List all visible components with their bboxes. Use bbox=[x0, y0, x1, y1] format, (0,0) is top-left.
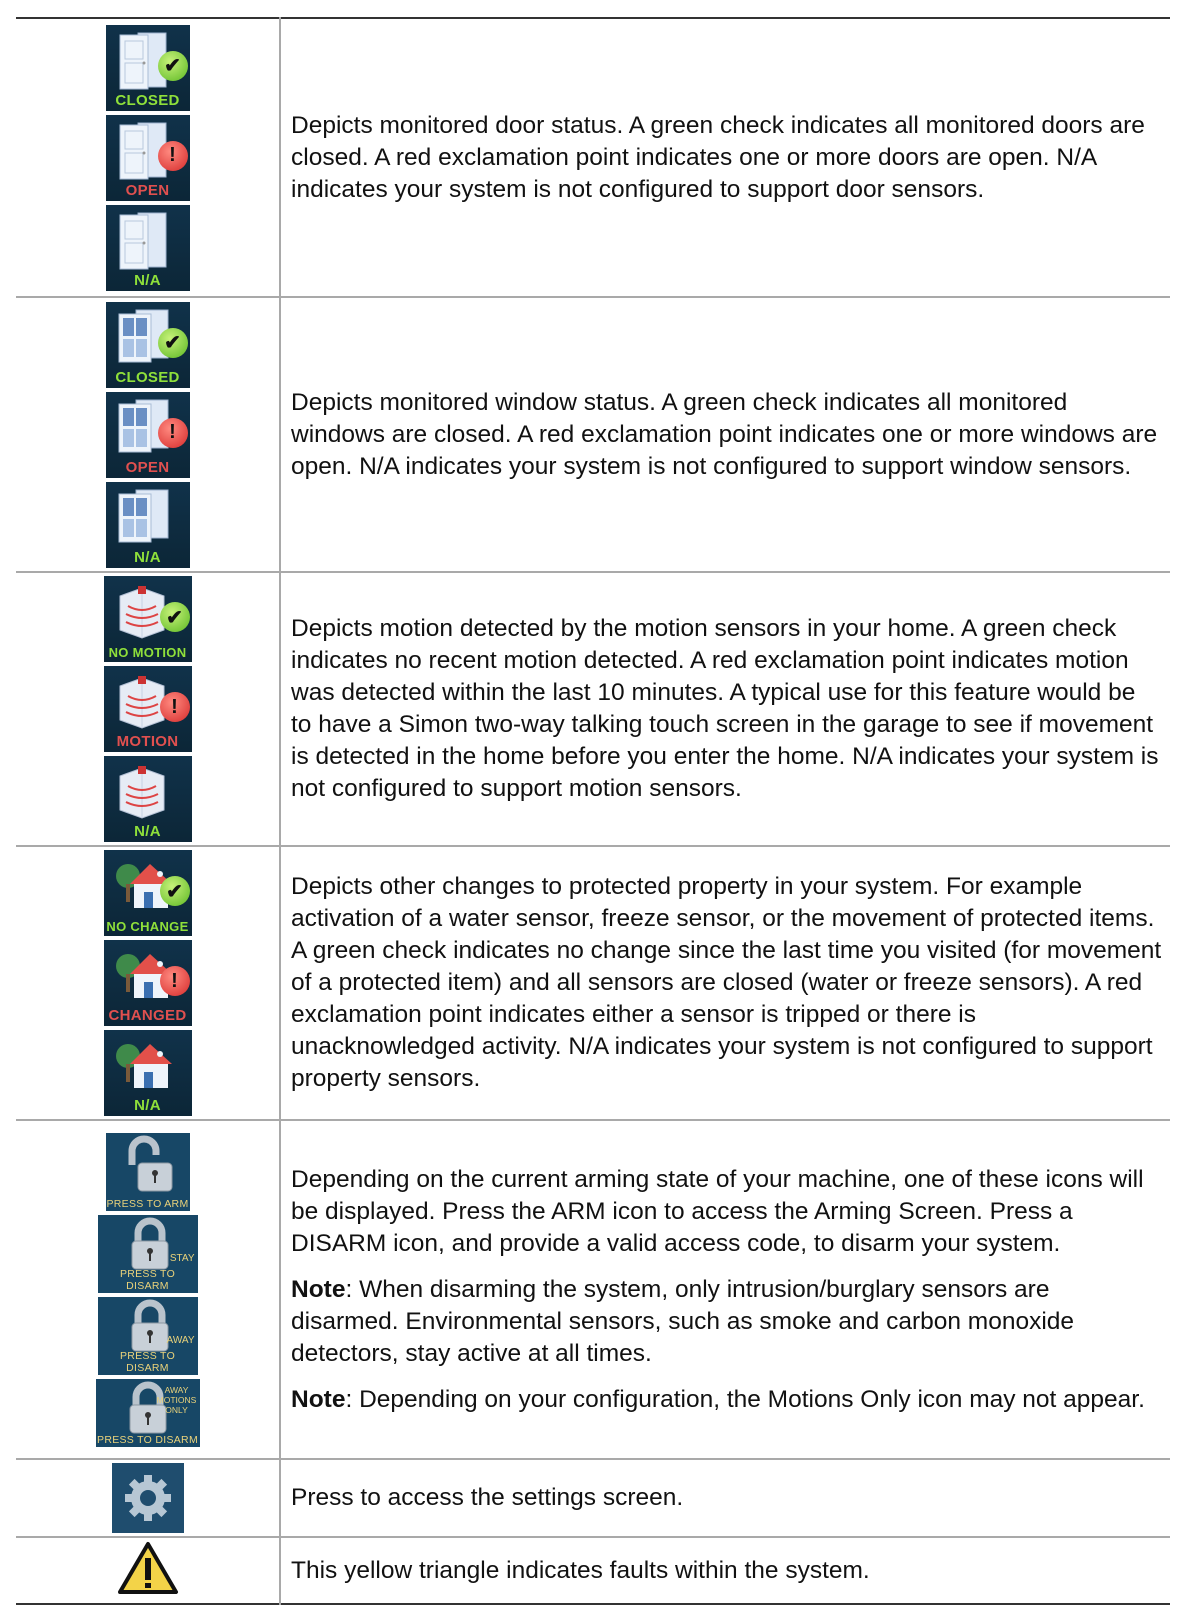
description-cell bbox=[280, 1537, 1170, 1604]
note-paragraph bbox=[291, 1274, 1162, 1370]
window-status-icon bbox=[106, 392, 190, 478]
icon-stack bbox=[16, 1538, 279, 1603]
icon-stack bbox=[16, 847, 279, 1119]
icon-label: N/A bbox=[134, 548, 161, 566]
motion-status-icon bbox=[104, 756, 192, 842]
press-to-disarm-icon bbox=[98, 1215, 198, 1293]
green-check-icon: ✔ bbox=[160, 602, 190, 632]
description-cell bbox=[280, 297, 1170, 572]
description-text: Press to access the settings screen. bbox=[291, 1484, 684, 1511]
motion-status-icon bbox=[104, 576, 192, 662]
description-text: Depicts motion detected by the motion sensors in your home. A green check indicates no recent motion detected. A red exclamation point indicates motion was detected within the last 10 minutes. A typical use for this feature would be to have a Simon two-way talking touch screen in the garage to see if movement is detected in the home before you enter the home. N/A indicates your system is not configured to support motion sensors. bbox=[291, 615, 1159, 802]
green-check-icon: ✔ bbox=[160, 876, 190, 906]
description-text: Depending on the current arming state of your machine, one of these icons will be displayed. Press the ARM icon to access the Arming Screen. Press a DISARM icon, and provide a valid access code, to disarm your system. bbox=[291, 1165, 1144, 1257]
motion-status-icon bbox=[104, 666, 192, 752]
arm-mode-label: AWAY bbox=[166, 1334, 195, 1346]
table-row bbox=[16, 572, 1170, 846]
description-cell bbox=[280, 1459, 1170, 1537]
door-status-icon bbox=[106, 25, 190, 111]
icon-cell bbox=[16, 1537, 280, 1604]
table-row bbox=[16, 846, 1170, 1120]
icon-cell bbox=[16, 1120, 280, 1459]
description-cell bbox=[280, 846, 1170, 1120]
red-exclamation-icon: ! bbox=[158, 141, 188, 171]
icon-label: N/A bbox=[134, 823, 161, 840]
window-icon bbox=[116, 488, 172, 555]
icon-label: OPEN bbox=[125, 181, 170, 199]
description-cell bbox=[280, 1120, 1170, 1459]
description-text: Depicts other changes to protected property in your system. For example activation of a water sensor, freeze sensor, or the movement of protected items. A green check indicates no change since the last time you visited (for movement of a protected item) and all sensors are closed (water or freeze sensors). A red exclamation point indicates either a sensor is tripped or there is unacknowledged activity. N/A indicates your system is not configured to support property sensors. bbox=[291, 873, 1162, 1092]
window-status-icon bbox=[106, 482, 190, 568]
icon-cell bbox=[16, 297, 280, 572]
table-row bbox=[16, 1537, 1170, 1604]
door-icon bbox=[116, 211, 172, 278]
icon-label: N/A bbox=[134, 1097, 161, 1114]
press-to-disarm-icon bbox=[98, 1297, 198, 1375]
description-cell bbox=[280, 572, 1170, 846]
description-text: Depicts monitored window status. A green check indicates all monitored windows are closed. A red exclamation point indicates one or more windows are open. N/A indicates your system is not configured to support window sensors. bbox=[291, 388, 1158, 480]
icon-stack bbox=[16, 1130, 279, 1450]
icon-reference-table bbox=[16, 17, 1170, 1605]
note-text: : Depending on your configuration, the Motions Only icon may not appear. bbox=[345, 1385, 1145, 1413]
table-row bbox=[16, 18, 1170, 297]
icon-stack bbox=[16, 22, 279, 294]
table-row bbox=[16, 297, 1170, 572]
door-status-icon bbox=[106, 115, 190, 201]
table-row bbox=[16, 1120, 1170, 1459]
door-status-icon bbox=[106, 205, 190, 291]
arm-mode-label: STAY bbox=[169, 1252, 195, 1264]
unlocked-padlock-icon bbox=[120, 1135, 180, 1202]
red-exclamation-icon: ! bbox=[158, 418, 188, 448]
press-to-disarm-icon bbox=[96, 1379, 200, 1447]
icon-label: PRESS TO DISARM bbox=[97, 1433, 198, 1446]
note-label: Note bbox=[291, 1385, 346, 1413]
property-status-icon bbox=[104, 1030, 192, 1116]
note-paragraph bbox=[291, 1384, 1162, 1416]
red-exclamation-icon: ! bbox=[160, 966, 190, 996]
table-row bbox=[16, 1459, 1170, 1537]
description-text: Depicts monitored door status. A green check indicates all monitored doors are closed. A red exclamation point indicates one or more doors are open. N/A indicates your system is not configured to support door sensors. bbox=[291, 111, 1145, 203]
arm-mode-label: AWAY MOTIONS ONLY bbox=[156, 1384, 197, 1415]
icon-label: NO CHANGE bbox=[106, 919, 189, 934]
icon-cell bbox=[16, 846, 280, 1120]
note-label: Note bbox=[291, 1275, 346, 1303]
icon-stack bbox=[16, 299, 279, 571]
icon-cell bbox=[16, 18, 280, 297]
green-check-icon: ✔ bbox=[158, 328, 188, 358]
settings-gear-icon bbox=[112, 1463, 184, 1533]
window-status-icon bbox=[106, 302, 190, 388]
warning-triangle-icon bbox=[117, 1541, 179, 1600]
note-text: : When disarming the system, only intrusion/burglary sensors are disarmed. Environmental sensors, such as smoke and carbon monoxide detectors, stay active at all times. bbox=[291, 1275, 1075, 1367]
red-exclamation-icon: ! bbox=[160, 692, 190, 722]
icon-label: CLOSED bbox=[115, 91, 180, 109]
property-icon bbox=[114, 1036, 178, 1103]
icon-label: PRESS TO DISARM bbox=[119, 1349, 176, 1374]
property-status-icon bbox=[104, 850, 192, 936]
motion-icon bbox=[114, 762, 170, 829]
icon-stack bbox=[16, 1460, 279, 1536]
property-status-icon bbox=[104, 940, 192, 1026]
icon-label: PRESS TO DISARM bbox=[119, 1267, 176, 1292]
description-cell bbox=[280, 18, 1170, 297]
icon-label: CHANGED bbox=[108, 1007, 187, 1024]
icon-cell bbox=[16, 572, 280, 846]
icon-stack bbox=[16, 573, 279, 845]
icon-label: CLOSED bbox=[115, 368, 180, 386]
icon-label: PRESS TO ARM bbox=[106, 1197, 189, 1210]
press-to-arm-icon bbox=[106, 1133, 190, 1211]
icon-label: OPEN bbox=[125, 458, 170, 476]
green-check-icon: ✔ bbox=[158, 51, 188, 81]
icon-label: MOTION bbox=[116, 733, 179, 750]
icon-label: NO MOTION bbox=[108, 645, 187, 660]
icon-label: N/A bbox=[134, 271, 161, 289]
icon-cell bbox=[16, 1459, 280, 1537]
description-text: This yellow triangle indicates faults within the system. bbox=[291, 1556, 870, 1584]
